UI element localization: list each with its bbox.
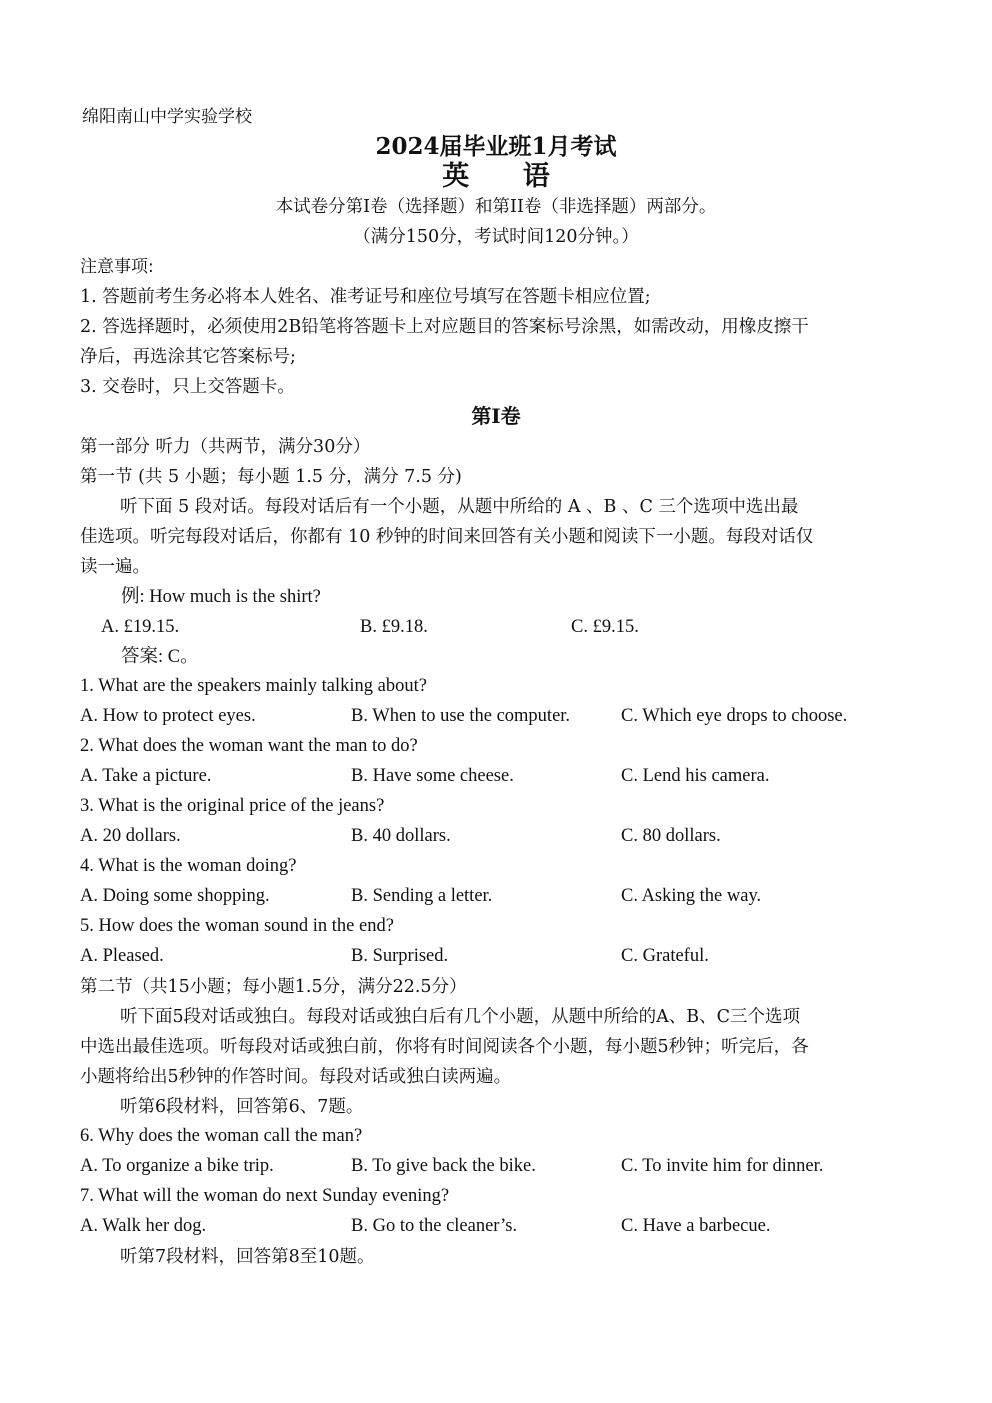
question-1-option-b: B. When to use the computer. — [351, 706, 571, 726]
section1-instruction-1: 听下面 5 段对话。每段对话后有一个小题，从题中所给的 A 、B 、C 三个选项中选出最 — [120, 497, 799, 517]
notice-item-2a: 2. 答选择题时，必须使用2B铅笔将答题卡上对应题目的答案标号涂黑，如需改动，用橡皮擦干 — [80, 317, 809, 337]
example-answer: 答案: C。 — [121, 647, 199, 667]
exam-title: 2024届毕业班1月考试 — [375, 133, 617, 160]
material-6-note: 听第6段材料，回答第6、7题。 — [120, 1097, 364, 1117]
material-7-note: 听第7段材料，回答第8至10题。 — [120, 1247, 375, 1267]
notice-heading: 注意事项: — [80, 257, 154, 277]
example-option-a: A. £19.15. — [101, 617, 180, 637]
notice-item-3: 3. 交卷时，只上交答题卡。 — [80, 377, 295, 397]
question-4-option-c: C. Asking the way. — [621, 886, 762, 906]
section2-heading: 第二节（共15小题；每小题1.5分，满分22.5分） — [80, 977, 467, 997]
question-4-option-a: A. Doing some shopping. — [80, 886, 270, 906]
question-5: 5. How does the woman sound in the end? — [80, 916, 394, 936]
section1-instruction-3: 读一遍。 — [80, 557, 150, 577]
question-2-option-a: A. Take a picture. — [80, 766, 212, 786]
question-5-option-a: A. Pleased. — [80, 946, 164, 966]
question-6-option-b: B. To give back the bike. — [351, 1156, 536, 1176]
part1-heading: 第一部分 听力（共两节，满分30分） — [80, 437, 371, 457]
question-3: 3. What is the original price of the jeans? — [80, 796, 385, 816]
question-5-option-b: B. Surprised. — [351, 946, 449, 966]
question-6: 6. Why does the woman call the man? — [80, 1126, 363, 1146]
question-3-option-a: A. 20 dollars. — [80, 826, 181, 846]
question-3-option-b: B. 40 dollars. — [351, 826, 451, 846]
question-3-option-c: C. 80 dollars. — [621, 826, 721, 846]
question-7-option-c: C. Have a barbecue. — [621, 1216, 771, 1236]
question-6-option-a: A. To organize a bike trip. — [80, 1156, 274, 1176]
example-option-b: B. £9.18. — [360, 617, 428, 637]
question-7-option-a: A. Walk her dog. — [80, 1216, 207, 1236]
question-4: 4. What is the woman doing? — [80, 856, 297, 876]
notice-item-1: 1. 答题前考生务必将本人姓名、准考证号和座位号填写在答题卡相应位置; — [80, 287, 651, 307]
question-1: 1. What are the speakers mainly talking about? — [80, 676, 427, 696]
question-2-option-c: C. Lend his camera. — [621, 766, 770, 786]
section2-instruction-2: 中选出最佳选项。听每段对话或独白前，你将有时间阅读各个小题，每小题5秒钟；听完后，各 — [80, 1037, 809, 1057]
school-name: 绵阳南山中学实验学校 — [82, 107, 252, 127]
intro-line-1: 本试卷分第I卷（选择题）和第II卷（非选择题）两部分。 — [275, 197, 717, 217]
question-5-option-c: C. Grateful. — [621, 946, 709, 966]
question-6-option-c: C. To invite him for dinner. — [621, 1156, 824, 1176]
volume-1-heading: 第I卷 — [471, 404, 521, 428]
question-7-option-b: B. Go to the cleaner’s. — [351, 1216, 518, 1236]
subject-title: 英 语 — [442, 161, 572, 192]
example-option-c: C. £9.15. — [571, 617, 639, 637]
section2-instruction-3: 小题将给出5秒钟的作答时间。每段对话或独白读两遍。 — [80, 1067, 512, 1087]
question-1-option-a: A. How to protect eyes. — [80, 706, 256, 726]
section2-instruction-1: 听下面5段对话或独白。每段对话或独白后有几个小题，从题中所给的A、B、C三个选项 — [120, 1007, 801, 1027]
section1-heading: 第一节 (共 5 小题；每小题 1.5 分，满分 7.5 分) — [80, 467, 462, 487]
intro-line-2: （满分150分，考试时间120分钟。） — [353, 227, 639, 247]
question-1-option-c: C. Which eye drops to choose. — [621, 706, 848, 726]
notice-item-2b: 净后，再选涂其它答案标号; — [80, 347, 296, 367]
question-2: 2. What does the woman want the man to do? — [80, 736, 418, 756]
question-4-option-b: B. Sending a letter. — [351, 886, 493, 906]
section1-instruction-2: 佳选项。听完每段对话后，你都有 10 秒钟的时间来回答有关小题和阅读下一小题。每段对话仅 — [80, 527, 814, 547]
example-question: 例: How much is the shirt? — [121, 587, 321, 607]
question-7: 7. What will the woman do next Sunday evening? — [80, 1186, 450, 1206]
question-2-option-b: B. Have some cheese. — [351, 766, 514, 786]
